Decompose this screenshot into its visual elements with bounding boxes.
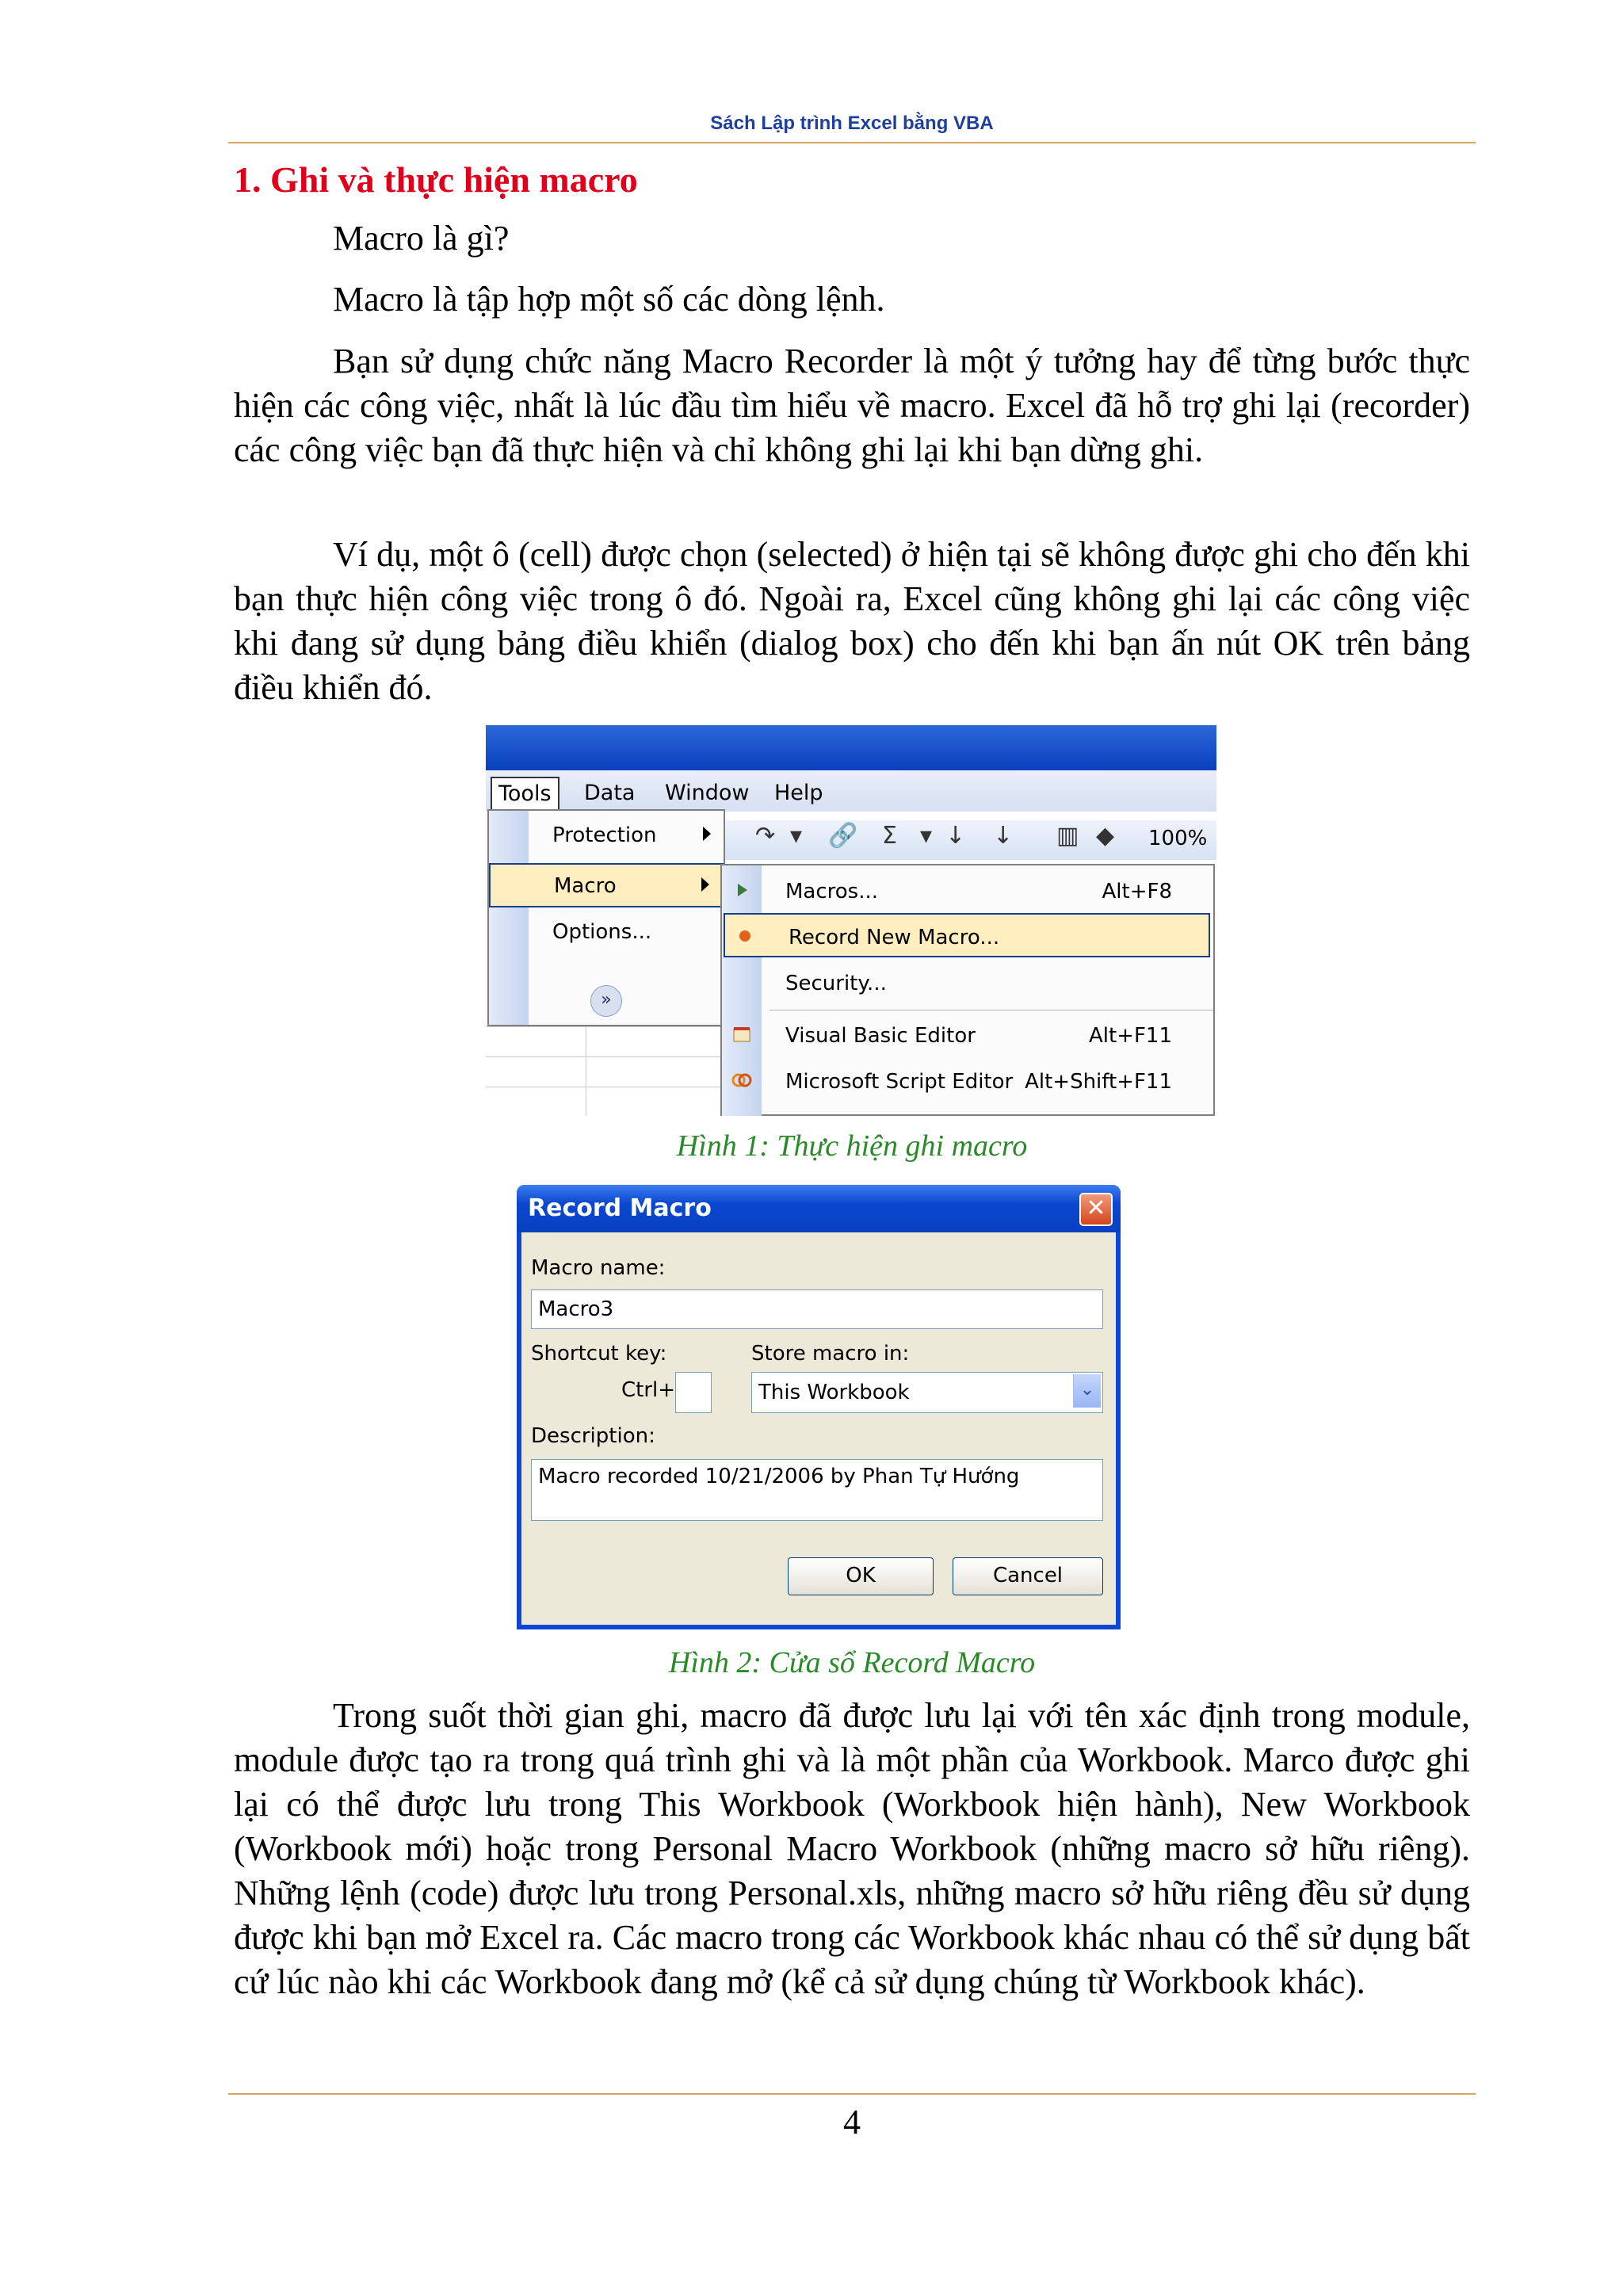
menu-item-label: Macro [554,874,617,898]
sort-descending-icon[interactable]: ↓ [993,822,1014,850]
menu-data[interactable]: Data [584,781,636,805]
paragraph-recorder: Bạn sử dụng chức năng Macro Recorder là một ý tưởng hay để từng bước thực hiện các công việc, nhất là lúc đầu tìm hiểu về macro. Excel đã hỗ trợ ghi lại (recorder) các công việc bạn đã thực hiện và chỉ không ghi lại khi bạn dừng ghi. [234,342,1470,469]
header-rule [228,142,1476,143]
figure1-caption: Hình 1: Thực hiện ghi macro [676,1129,1028,1163]
description-label: Description: [531,1424,655,1448]
dialog-title: Record Macro [528,1194,712,1222]
section-heading: 1. Ghi và thực hiện macro [234,159,638,200]
submenu-item-label: Security... [785,972,887,995]
store-macro-select[interactable] [751,1372,1103,1413]
zoom-level[interactable]: 100% [1148,827,1208,850]
figure-excel-tools-menu [486,725,1216,1116]
submenu-item-microsoft-script-editor[interactable] [722,1059,1213,1103]
chevron-down-icon[interactable]: ▾ [790,822,803,850]
macro-submenu [720,864,1215,1116]
expand-menu-icon[interactable]: » [590,985,622,1017]
menu-help[interactable]: Help [774,781,823,805]
submenu-item-label: Macros... [785,880,879,904]
submenu-item-visual-basic-editor[interactable] [722,1013,1213,1057]
footer-rule [228,2093,1476,2095]
excel-titlebar [486,725,1216,770]
cancel-button[interactable]: Cancel [953,1557,1103,1595]
submenu-item-security[interactable] [722,961,1213,1005]
paragraph-question: Macro là gì? [333,219,510,258]
submenu-item-record-new-macro[interactable] [724,913,1210,957]
submenu-item-shortcut: Alt+Shift+F11 [1025,1070,1172,1094]
chevron-down-icon[interactable]: ▾ [920,822,933,850]
submenu-arrow-icon [703,827,711,841]
play-arrow-icon [731,880,752,900]
macro-name-input[interactable]: Macro3 [531,1289,1103,1329]
submenu-arrow-icon [701,877,709,892]
menu-item-macro[interactable] [489,863,724,907]
autosum-icon[interactable]: Σ [882,822,897,850]
tools-dropdown-menu [487,809,725,1026]
submenu-item-shortcut: Alt+F8 [1102,880,1172,904]
figure2-caption: Hình 2: Cửa sổ Record Macro [668,1646,1036,1679]
submenu-item-label: Visual Basic Editor [785,1024,976,1048]
menu-item-options[interactable] [489,911,724,955]
vb-editor-icon [731,1024,752,1045]
shortcut-key-label: Shortcut key: [531,1342,667,1366]
close-icon: ✕ [1086,1194,1106,1222]
description-textarea[interactable]: Macro recorded 10/21/2006 by Phan Tự Hướng [531,1459,1103,1521]
submenu-item-shortcut: Alt+F11 [1088,1024,1172,1048]
page-number: 4 [843,2103,861,2141]
drawing-icon[interactable]: ◆ [1096,822,1115,850]
menu-window[interactable]: Window [665,781,750,805]
macro-name-label: Macro name: [531,1256,666,1280]
ctrl-label: Ctrl+ [621,1378,676,1402]
figure-record-macro-dialog [517,1185,1121,1629]
record-dot-icon [735,926,755,946]
close-button[interactable] [1079,1193,1113,1226]
dialog-body [521,1232,1116,1625]
menu-item-label: Protection [552,823,657,847]
store-macro-label: Store macro in: [751,1342,910,1366]
hyperlink-icon[interactable]: 🔗 [828,822,858,850]
paragraph-recording-storage: Trong suốt thời gian ghi, macro đã được lưu lại với tên xác định trong module, module được tạo ra trong quá trình ghi và là một phần của Workbook. Marco được ghi lại có thể được lưu trong This Workbook (Workbook hiện hành), New Workbook (Workbook mới) hoặc trong Personal Macro Workbook (những macro sở hữu riêng). Những lệnh (code) được lưu trong Personal.xls, những macro sở hữu riêng đều sử dụng được khi bạn mở Excel ra. Các macro trong các Workbook khác nhau có thể sử dụng bất cứ lúc nào khi các Workbook đang mở (kể cả sử dụng chúng từ Workbook khác). [234,1696,1470,2001]
chart-wizard-icon[interactable]: ▥ [1056,822,1079,850]
ok-button[interactable]: OK [788,1557,934,1595]
page-header: Sách Lập trình Excel bằng VBA [710,113,994,134]
redo-icon[interactable]: ↷ [755,822,776,850]
menu-item-label: Options... [552,920,652,944]
submenu-item-macros[interactable] [722,869,1213,913]
menu-item-protection[interactable] [489,814,724,858]
script-editor-icon [731,1070,752,1091]
paragraph-example: Ví dụ, một ô (cell) được chọn (selected) ở hiện tại sẽ không được ghi cho đến khi bạn thực hiện công việc trong ô đó. Ngoài ra, Excel cũng không ghi lại các công việc khi đang sử dụng bảng điều khiển (dialog box) cho đến khi bạn ấn nút OK trên bảng điều khiển đó. [234,535,1470,707]
paragraph-definition: Macro là tập hợp một số các dòng lệnh. [333,280,885,319]
spreadsheet-grid [486,1026,731,1116]
submenu-item-label: Record New Macro... [789,926,1000,949]
sort-ascending-icon[interactable]: ↓ [945,822,966,850]
menu-tools[interactable]: Tools [491,777,559,812]
shortcut-key-input[interactable] [675,1372,712,1413]
store-macro-value: This Workbook [758,1381,910,1404]
chevron-down-icon[interactable]: ⌄ [1073,1374,1101,1408]
submenu-item-label: Microsoft Script Editor [785,1070,1014,1094]
